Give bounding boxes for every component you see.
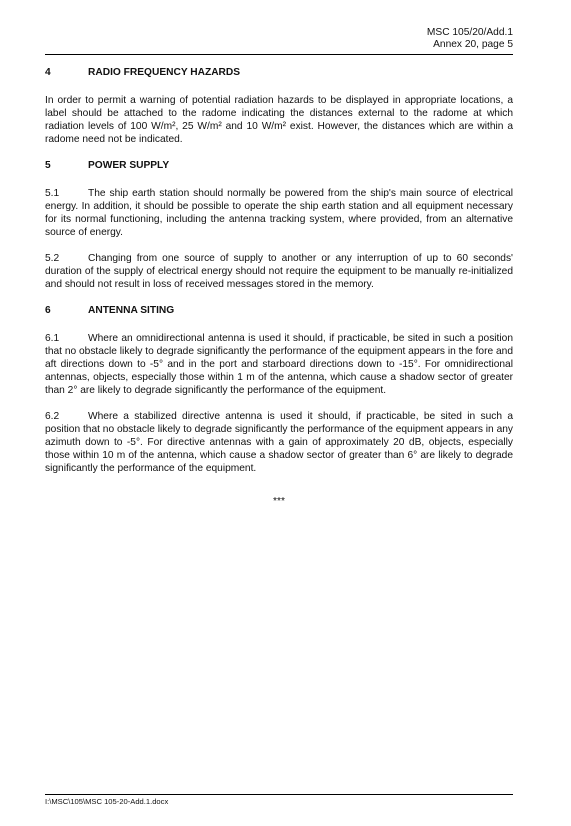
paragraph-number: 5.2 (45, 253, 60, 264)
footer-rule (45, 794, 513, 795)
page-header (427, 27, 513, 51)
end-marker: *** (273, 496, 285, 507)
paragraph-number: 5.1 (45, 188, 60, 199)
section-number: 4 (45, 67, 51, 78)
paragraph-5-2: 5.2 Changing from one source of supply to another or any interruption of up to 60 seconds' duration of the supply of electrical energy should not require the equipment to be manually re-initialized and should not result in loss of received messages stored in the memory. (45, 253, 513, 290)
section-number: 6 (45, 305, 51, 316)
section-number: 5 (45, 160, 51, 171)
section-title: ANTENNA SITING (88, 305, 175, 316)
paragraph-number: 6.1 (45, 333, 60, 344)
section-title: RADIO FREQUENCY HAZARDS (88, 67, 241, 78)
document-body (45, 66, 513, 508)
paragraph-number: 6.2 (45, 411, 60, 422)
section-heading-4 (45, 66, 513, 79)
section-4-paragraph: In order to permit a warning of potential radiation hazards to be displayed in appropriate locations, a label should be attached to the radome indicating the distances external to the radome at which radiation levels of 100 W/m², 25 W/m² and 10 W/m² exist. However, the distances which are within a radome need not be indicated. (45, 95, 513, 145)
paragraph-6-1: 6.1 Where an omnidirectional antenna is used it should, if practicable, be sited in such a position that no obstacle likely to degrade significantly the performance of the equipment appears in the fore and aft directions down to -5° and in the port and starboard directions down to -15°. For omnidirectional antennas, objects, especially those within 1 m of the antenna, which cause a shadow sector of greater than 2° are likely to degrade significantly the performance of the equipment. (45, 333, 513, 396)
document-reference: MSC 105/20/Add.1 (426, 27, 513, 38)
section-title: POWER SUPPLY (88, 160, 170, 171)
header-rule (45, 54, 513, 55)
paragraph-5-1: 5.1 The ship earth station should normally be powered from the ship's main source of electrical energy. In addition, it should be possible to operate the ship earth station and all equipment necessary for its normal functioning, including the antenna tracking system, where provided, from an alternative source of energy. (45, 188, 513, 238)
section-heading-6 (45, 304, 513, 317)
section-heading-5 (45, 159, 513, 172)
footer-file-path: I:\MSC\105\MSC 105-20-Add.1.docx (45, 797, 169, 806)
paragraph-6-2: 6.2 Where a stabilized directive antenna is used it should, if practicable, be sited in such a position that no obstacle likely to degrade significantly the performance of the equipment appears in any azimuth down to -5°. For directive antennas with a gain of approximately 20 dB, objects, especially those within 10 m of the antenna, which cause a shadow sector of greater than 6° are likely to degrade significantly the performance of the equipment. (45, 411, 513, 474)
page-reference: Annex 20, page 5 (433, 39, 513, 50)
